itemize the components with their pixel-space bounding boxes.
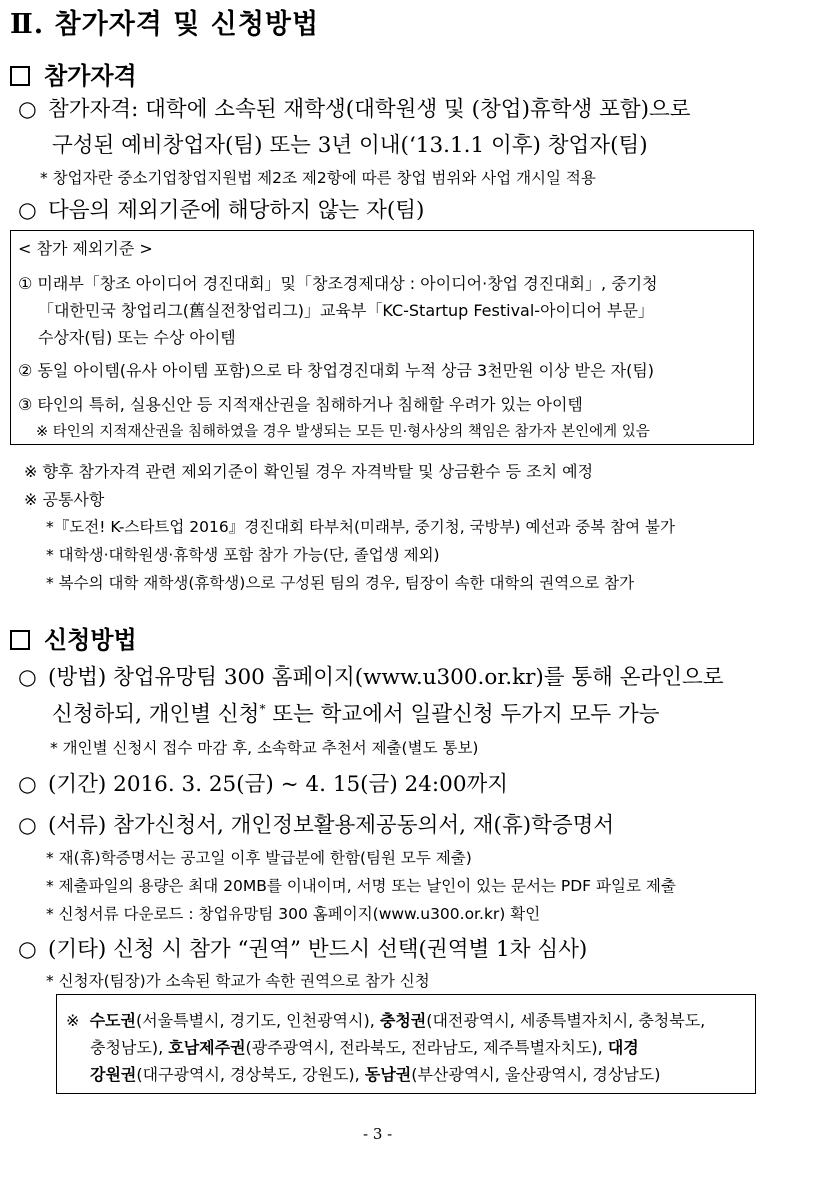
method-line-2-part-b: 또는 학교에서 일괄신청 두가지 모두 가능 (265, 702, 660, 727)
common-note-2: * 대학생·대학원생·휴학생 포함 참가 가능(단, 졸업생 제외) (46, 546, 440, 564)
exclusion-item-3-note: ※ 타인의 지적재산권을 침해하였을 경우 발생되는 모든 민·형사상의 책임은 참가자 본인에게 있음 (36, 424, 650, 440)
notice-common-heading: ※ 공통사항 (24, 490, 105, 509)
application-documents (18, 808, 614, 839)
method-line-2-part-a: 신청하되, 개인별 신청 (52, 702, 260, 727)
application-method-note: * 개인별 신청시 접수 마감 후, 소속학교 추천서 제출(별도 통보) (50, 739, 479, 757)
region-name-daegyeong: 대경 (607, 1038, 639, 1057)
region-desc-chungcheong-2: 충청남도), (90, 1038, 169, 1057)
region-name-sudo: 수도권 (89, 1011, 136, 1030)
documents-note-1: * 재(휴)학증명서는 공고일 이후 발급분에 한함(팀원 모두 제출) (46, 849, 472, 867)
section-heading-eligibility (10, 56, 137, 91)
exclusion-item-1-line-3: 수상자(팀) 또는 수상 아이템 (38, 328, 236, 347)
circle-bullet-icon: ○ (18, 665, 37, 690)
application-etc-text: (기타) 신청 시 참가 “권역” 반드시 선택(권역별 1차 심사) (48, 937, 588, 962)
region-desc-daegyeong-gangwon: (대구광역시, 경상북도, 강원도), (136, 1065, 365, 1084)
application-period-text: (기간) 2016. 3. 25(금) ~ 4. 15(금) 24:00까지 (48, 772, 509, 797)
eligibility-item-1-line-2: 구성된 예비창업자(팀) 또는 3년 이내(‘13.1.1 이후) 창업자(팀) (52, 133, 648, 158)
exclusion-item-3: ③ 타인의 특허, 실용신안 등 지적재산권을 침해하거나 침해할 우려가 있는 아이템 (18, 395, 583, 414)
application-period (18, 767, 508, 798)
page-number: - 3 - (363, 1125, 393, 1143)
section-heading-application (10, 620, 137, 655)
eligibility-heading: 참가자격 (44, 61, 137, 90)
eligibility-item-1 (18, 92, 691, 123)
checkbox-square-icon (10, 630, 30, 650)
region-name-honam-jeju: 호남제주권 (168, 1038, 246, 1057)
reference-mark-icon: ※ (66, 1011, 80, 1030)
application-documents-text: (서류) 참가신청서, 개인정보활용제공동의서, 재(휴)학증명서 (48, 813, 615, 838)
eligibility-item-2 (18, 193, 424, 224)
region-name-dongnam: 동남권 (364, 1065, 412, 1084)
application-etc-note: * 신청자(팀장)가 소속된 학교가 속한 권역으로 참가 신청 (46, 972, 430, 990)
region-desc-sudo: (서울특별시, 경기도, 인천광역시), (135, 1011, 380, 1030)
application-heading: 신청방법 (44, 625, 137, 654)
footnote-mark: * (259, 701, 266, 716)
regions-line-2 (90, 1035, 639, 1058)
exclusion-item-1-line-1: ① 미래부「창조 아이디어 경진대회」및「창조경제대상 : 아이디어·창업 경진대회」, 중기청 (18, 274, 658, 293)
checkbox-square-icon (10, 66, 30, 86)
common-note-3: * 복수의 대학 재학생(휴학생)으로 구성된 팀의 경우, 팀장이 속한 대학의 권역으로 참가 (46, 574, 635, 592)
documents-note-3: * 신청서류 다운로드 : 창업유망팀 300 홈페이지(www.u300.or.kr) 확인 (46, 905, 541, 923)
circle-bullet-icon: ○ (18, 813, 37, 838)
exclusion-item-2: ② 동일 아이템(유사 아이템 포함)으로 타 창업경진대회 누적 상금 3천만원 이상 받은 자(팀) (18, 361, 655, 380)
regions-line-1 (66, 1008, 705, 1031)
eligibility-item-1-note: * 창업자란 중소기업창업지원법 제2조 제2항에 따른 창업 범위와 사업 개시일 적용 (40, 169, 596, 187)
application-method-line-2 (52, 697, 660, 728)
region-name-chungcheong: 충청권 (379, 1011, 427, 1030)
application-method (18, 660, 724, 691)
common-note-1: *『도전! K-스타트업 2016』경진대회 타부처(미래부, 중기청, 국방부) 예선과 중복 참여 불가 (46, 518, 675, 536)
notice-disqualification: ※ 향후 참가자격 관련 제외기준이 확인될 경우 자격박탈 및 상금환수 등 조치 예정 (24, 462, 594, 481)
circle-bullet-icon: ○ (18, 198, 37, 223)
exclusion-item-1-line-2: 「대한민국 창업리그(舊실전창업리그)」교육부「KC-Startup Festival-아이디어 부문」 (38, 301, 654, 320)
regions-line-3 (90, 1062, 660, 1085)
region-desc-chungcheong: (대전광역시, 세종특별자치시, 충청북도, (426, 1011, 706, 1030)
eligibility-item-2-text: 다음의 제외기준에 해당하지 않는 자(팀) (48, 198, 425, 223)
circle-bullet-icon: ○ (18, 97, 37, 122)
exclusion-header: < 참가 제외기준 > (18, 239, 153, 258)
documents-note-2: * 제출파일의 용량은 최대 20MB를 이내이며, 서명 또는 날인이 있는 문서는 PDF 파일로 제출 (46, 877, 676, 895)
region-desc-honam-jeju: (광주광역시, 전라북도, 전라남도, 제주특별자치도), (245, 1038, 608, 1057)
circle-bullet-icon: ○ (18, 937, 37, 962)
application-etc (18, 932, 587, 963)
page-title: Ⅱ. 참가자격 및 신청방법 (10, 9, 320, 40)
application-method-line-1: (방법) 창업유망팀 300 홈페이지(www.u300.or.kr)를 통해 온라인으로 (48, 665, 724, 690)
region-name-gangwon: 강원권 (90, 1065, 137, 1084)
region-desc-dongnam: (부산광역시, 울산광역시, 경상남도) (411, 1065, 661, 1084)
circle-bullet-icon: ○ (18, 772, 37, 797)
eligibility-item-1-line-1: 참가자격: 대학에 소속된 재학생(대학원생 및 (창업)휴학생 포함)으로 (48, 97, 691, 122)
